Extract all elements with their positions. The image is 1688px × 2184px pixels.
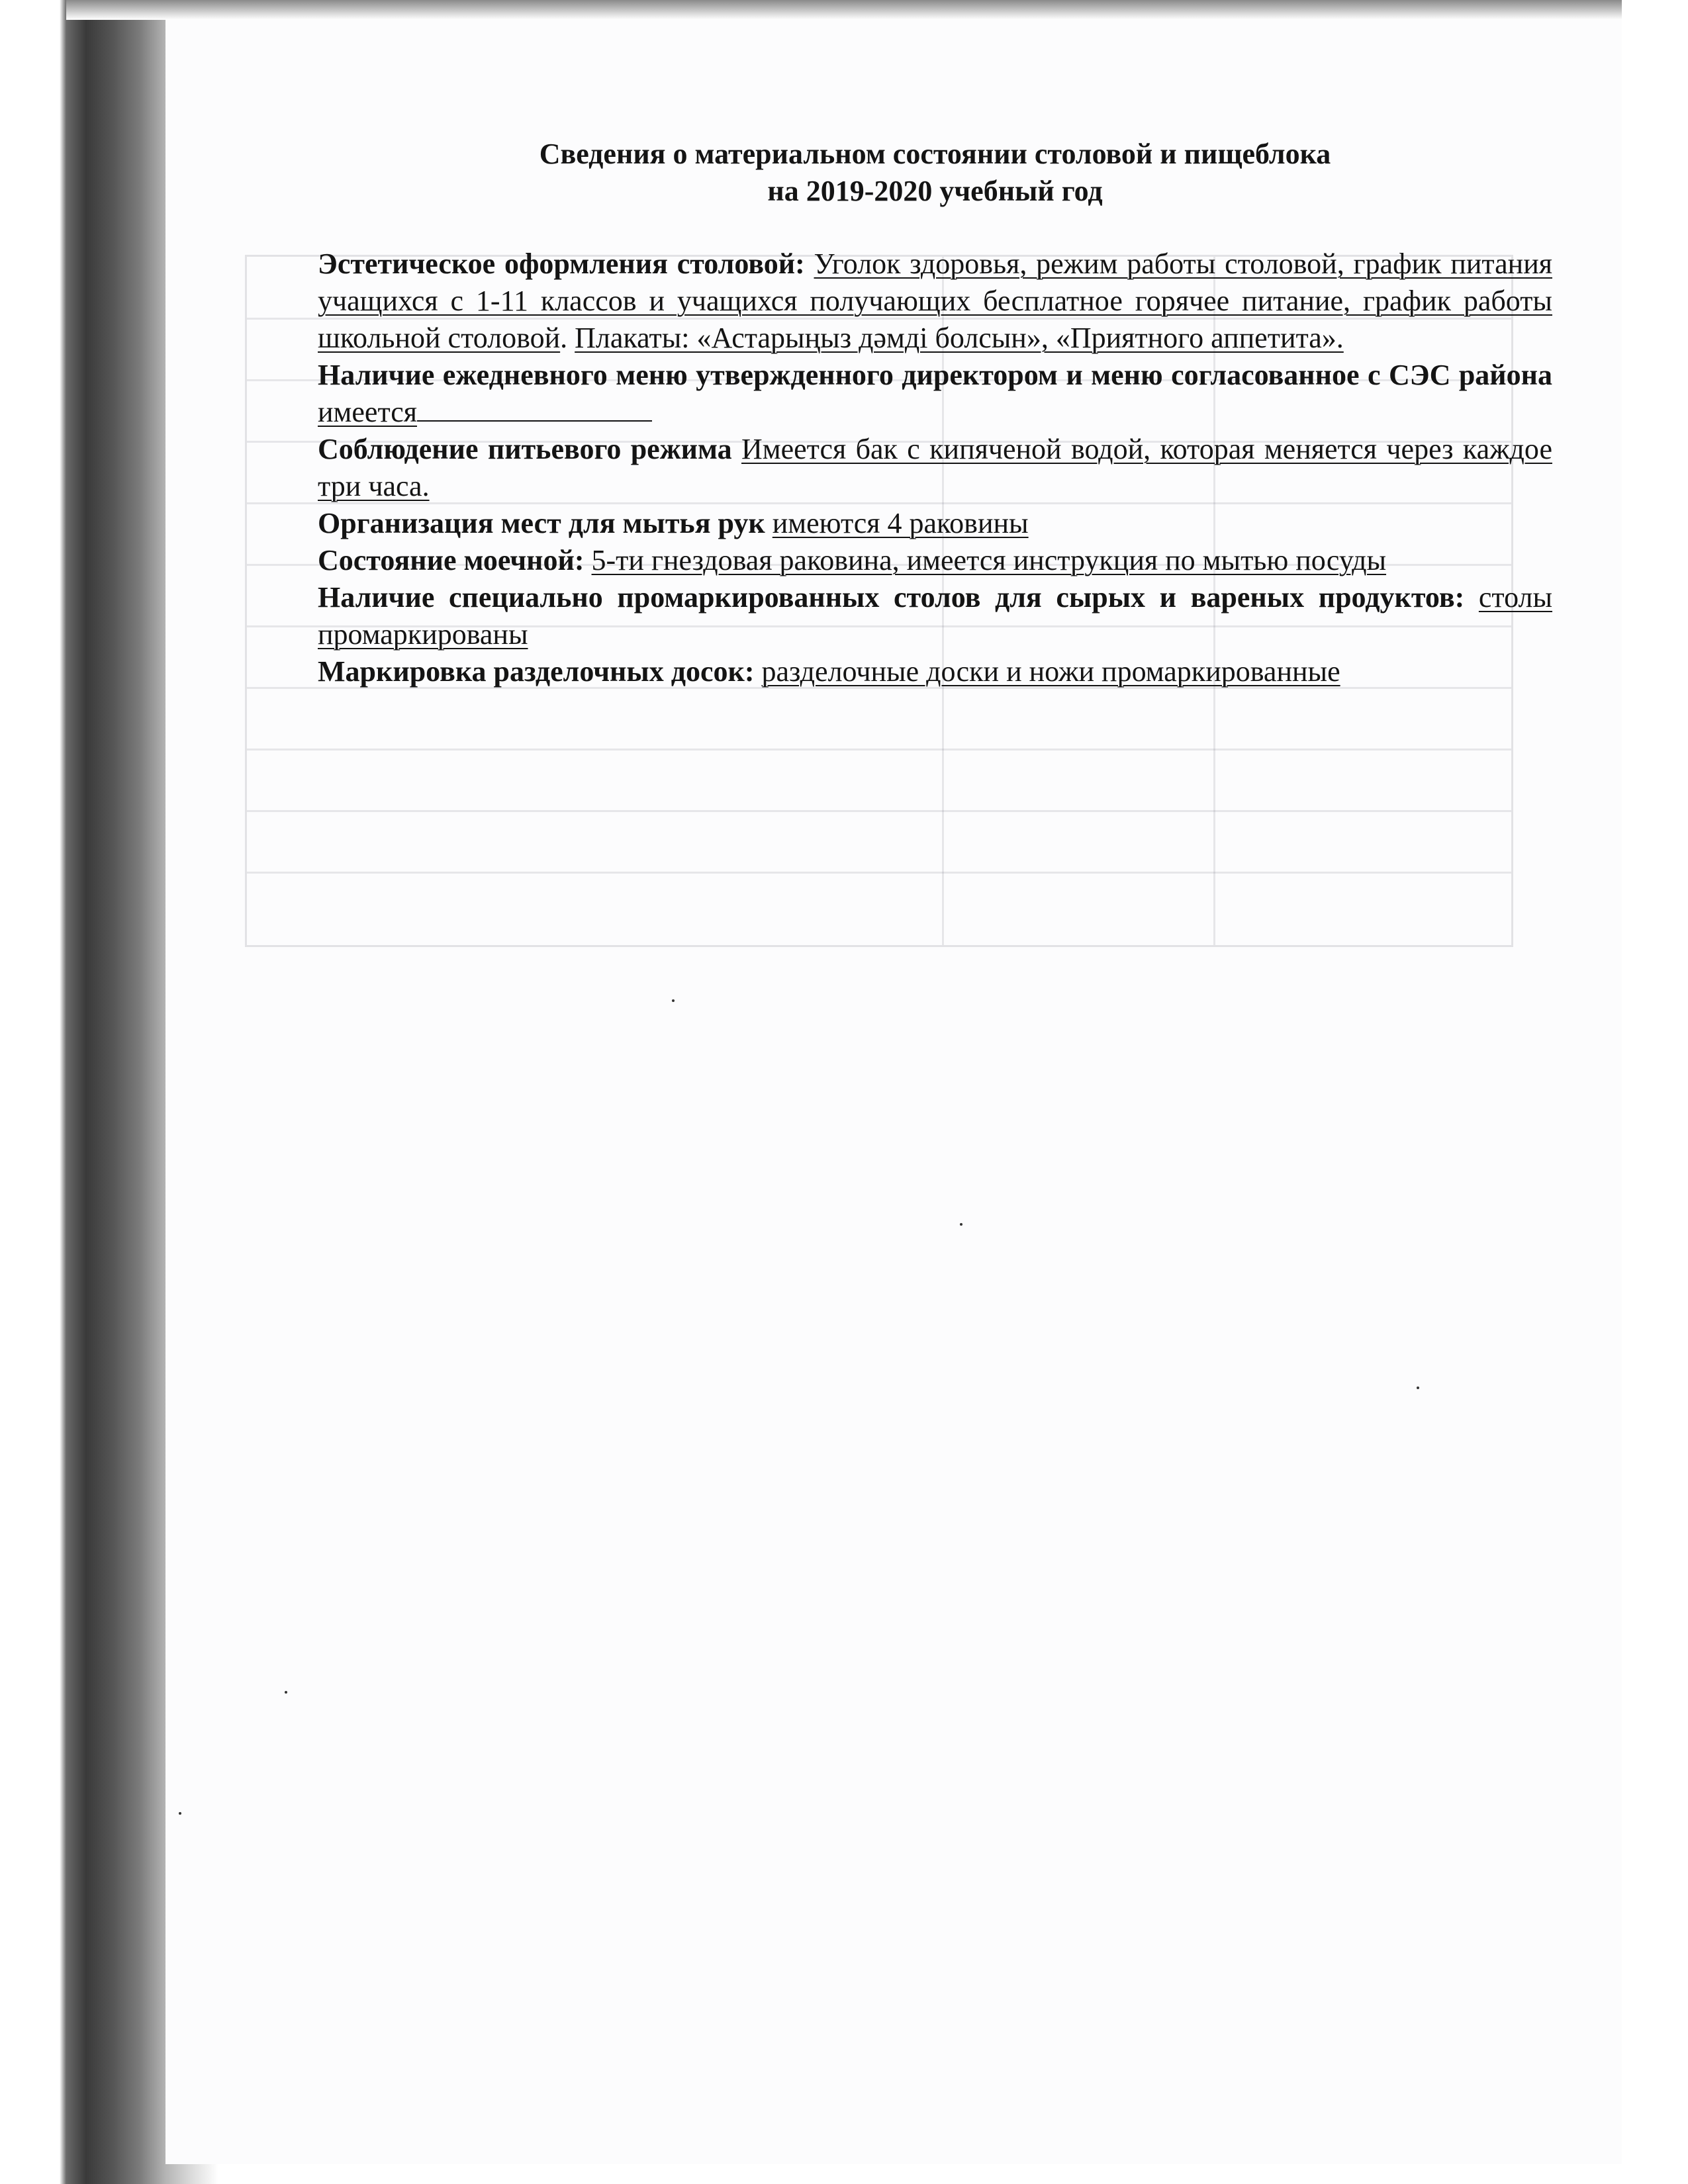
item-value: Уголок здоровья, режим работы столовой, график питания учащихся с 1-11 классов и учащихся получающих бесплатное горячее питание, график работы школьной столовой xyxy=(318,248,1552,354)
title-line-1: Сведения о материальном состоянии столовой и пищеблока xyxy=(539,138,1331,170)
item-marked-tables xyxy=(318,579,1552,653)
item-label: Соблюдение питьевого режима xyxy=(318,433,732,465)
document-title xyxy=(318,136,1552,210)
item-value: имеются 4 раковины xyxy=(772,507,1029,539)
scan-speck xyxy=(960,1223,962,1226)
item-label: Организация мест для мытья рук xyxy=(318,507,765,539)
item-value: столы промаркированы xyxy=(318,581,1553,651)
item-label: Состояние моечной: xyxy=(318,544,585,576)
scan-speck xyxy=(285,1691,287,1694)
document-body xyxy=(318,246,1552,690)
item-daily-menu xyxy=(318,357,1552,431)
item-value: Имеется бак с кипяченой водой, которая меняется через каждое три часа. xyxy=(318,433,1552,502)
document xyxy=(318,136,1552,690)
item-cutting-boards xyxy=(318,653,1552,690)
item-value: имеется xyxy=(318,396,417,428)
item-hand-washing xyxy=(318,505,1552,542)
item-extra: Плакаты: «Астарыңыз дәмді болсын», «Приятного аппетита». xyxy=(575,322,1344,354)
item-value: разделочные доски и ножи промаркированные xyxy=(761,655,1340,688)
item-aesthetic-design xyxy=(318,246,1552,357)
item-label: Маркировка разделочных досок: xyxy=(318,655,755,688)
blank-line xyxy=(417,400,652,422)
item-drinking-regime xyxy=(318,431,1552,505)
item-label: Наличие специально промаркированных столов для сырых и вареных продуктов: xyxy=(318,581,1465,614)
item-value: 5-ти гнездовая раковина, имеется инструкция по мытью посуды xyxy=(591,544,1387,576)
scan-speck xyxy=(1417,1387,1419,1389)
scan-speck xyxy=(179,1812,181,1815)
item-label: Эстетическое оформления столовой: xyxy=(318,248,805,280)
item-label: Наличие ежедневного меню утвержденного директором и меню согласованное с СЭС района xyxy=(318,359,1552,391)
title-line-2: на 2019-2020 учебный год xyxy=(767,175,1103,207)
item-washing-room xyxy=(318,542,1552,579)
item-separator: . xyxy=(560,322,575,354)
scan-top-shadow xyxy=(66,0,1622,20)
scan-speck xyxy=(672,999,675,1002)
